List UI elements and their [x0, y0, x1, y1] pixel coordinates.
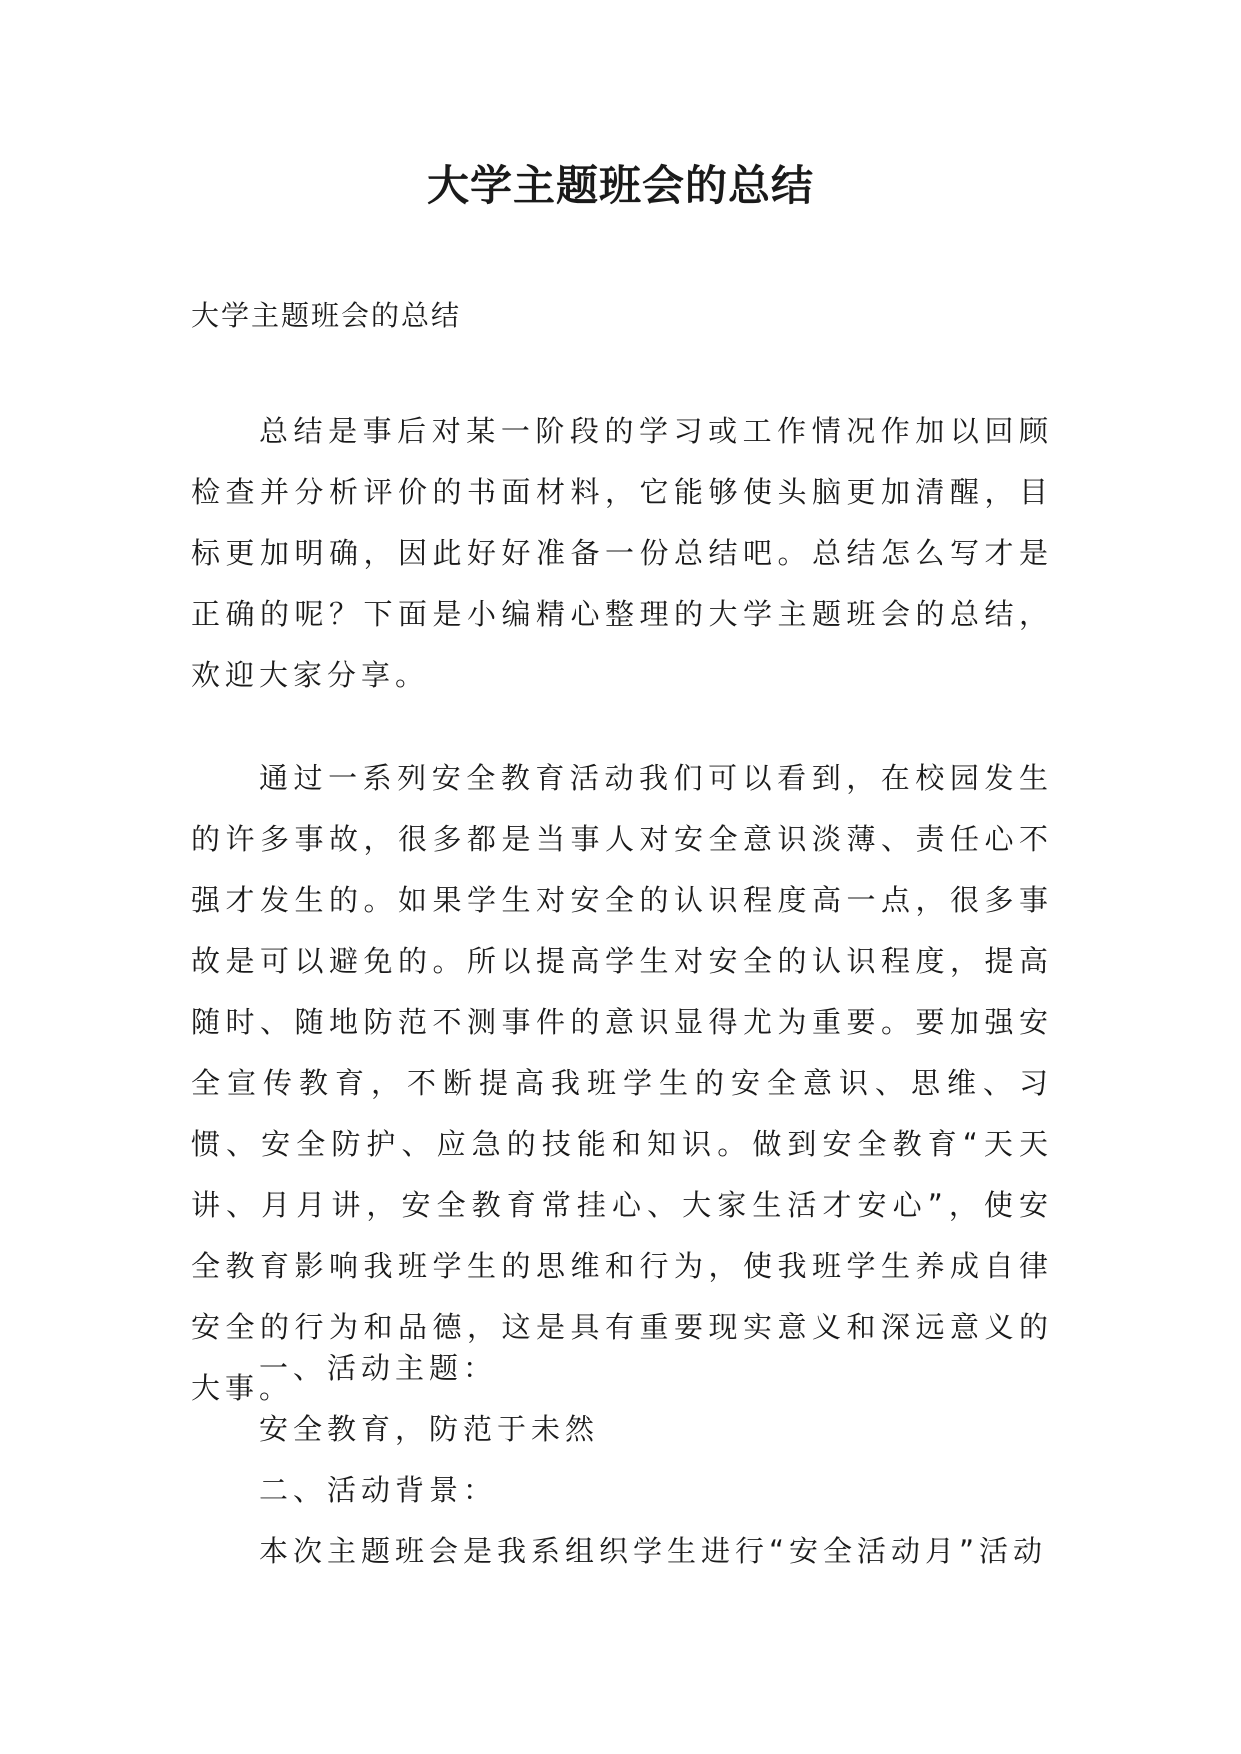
section-1-heading: 一、活动主题： — [259, 1351, 498, 1385]
safety-education-paragraph: 通过一系列安全教育活动我们可以看到，在校园发生的许多事故，很多都是当事人对安全意识淡薄、责任心不强才发生的。如果学生对安全的认识程度高一点，很多事故是可以避免的。所以提高学生对安全的认识程度，提高随时、随地防范不测事件的意识显得尤为重要。要加强安全宣传教育，不断提高我班学生的安全意识、思维、习惯、安全防护、应急的技能和知识。做到安全教育“天天讲、月月讲，安全教育常挂心、大家生活才安心”，使安全教育影响我班学生的思维和行为，使我班学生养成自律安全的行为和品德，这是具有重要现实意义和深远意义的大事。 — [191, 761, 1053, 1405]
document-subtitle: 大学主题班会的总结 — [191, 299, 462, 332]
section-2-heading: 二、活动背景： — [259, 1473, 498, 1507]
section-1-content: 安全教育，防范于未然 — [259, 1412, 600, 1446]
document-title: 大学主题班会的总结 — [426, 161, 814, 210]
intro-paragraph: 总结是事后对某一阶段的学习或工作情况作加以回顾检查并分析评价的书面材料，它能够使头脑更加清醒，目标更加明确，因此好好准备一份总结吧。总结怎么写才是正确的呢？下面是小编精心整理的大学主题班会的总结，欢迎大家分享。 — [191, 414, 1053, 692]
section-2-content: 本次主题班会是我系组织学生进行“安全活动月”活动 — [259, 1534, 1048, 1568]
